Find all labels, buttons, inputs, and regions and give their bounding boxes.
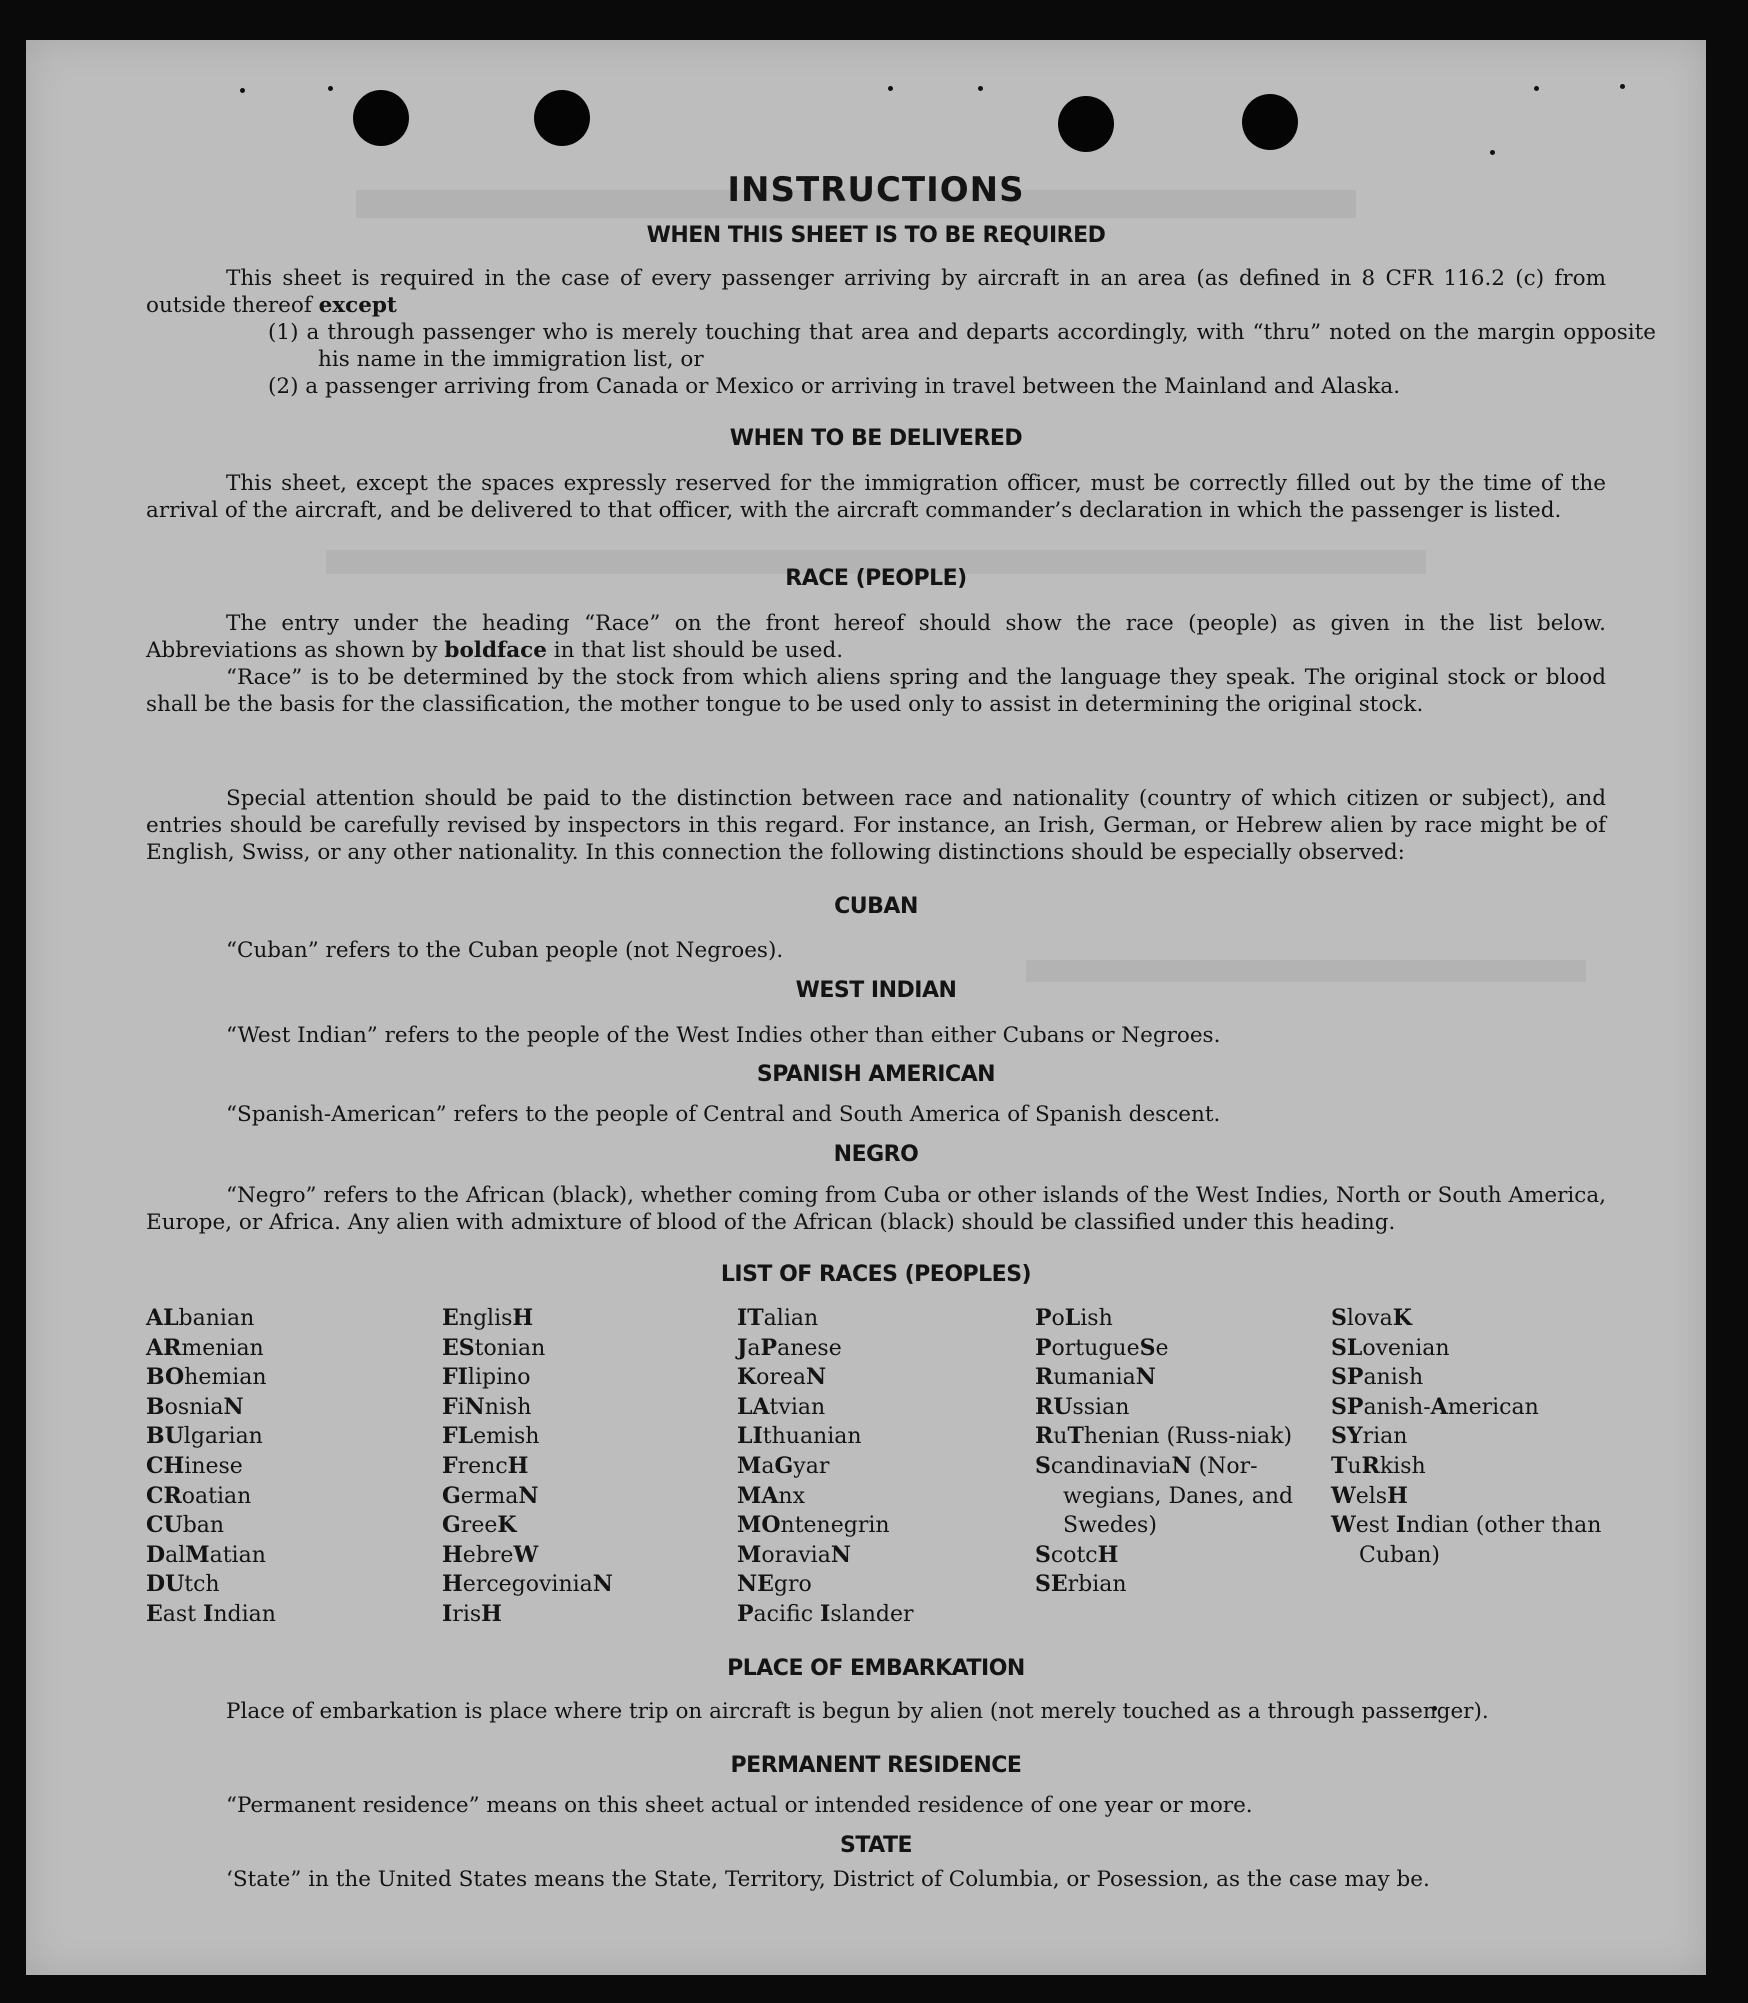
race-entry: MaGyar: [737, 1452, 830, 1479]
race-p1-text: The entry under the heading “Race” on the front hereof should show the race (people) as given in the list below. Abbreviations as shown by: [146, 611, 1606, 663]
paragraph-delivered: This sheet, except the spaces expressly reserved for the immigration officer, must be correctly filled out by the time of the arrival of the aircraft, and be delivered to that officer, with the aircraft commander’s declaration in which the passenger is listed.: [146, 471, 1606, 523]
race-entry: BosniaN: [146, 1393, 244, 1420]
heading-when-delivered: WHEN TO BE DELIVERED: [729, 426, 1023, 451]
races-list: [146, 1304, 1606, 1634]
race-entry: FrencH: [442, 1452, 529, 1479]
race-entry: FIlipino: [442, 1364, 531, 1391]
race-entry: ALbanian: [146, 1305, 255, 1331]
heading-state: STATE: [840, 1833, 912, 1858]
paragraph-race-2: “Race” is to be determined by the stock from which aliens spring and the language they speak. The original stock or blood shall be the basis for the classification, the mother tongue to be used only to assist in determining the original stock.: [146, 665, 1606, 717]
paragraph-race-3: Special attention should be paid to the distinction between race and nationality (country of which citizen or subject), and entries should be carefully revised by inspectors in this regard. For instance, an Irish, German, or Hebrew alien by race might be of English, Swiss, or any other nationality. In this connection the following distinctions should be especially observed:: [146, 786, 1606, 865]
required-intro-text: This sheet is required in the case of every passenger arriving by aircraft in an area (as defined in 8 CFR 116.2 (c) from outside thereof: [146, 266, 1606, 318]
race-entry: PoLish: [1035, 1305, 1113, 1331]
race-entry: EStonian: [442, 1334, 546, 1361]
paragraph-state: ‘State” in the United States means the State, Territory, District of Columbia, or Posession, as the case may be.: [226, 1867, 1430, 1892]
race-entry: ScotcH: [1035, 1541, 1119, 1568]
race-entry: WelsH: [1331, 1482, 1408, 1509]
race-entry: RuThenian (Russ-niak): [1035, 1423, 1293, 1450]
paragraph-embarkation: Place of embarkation is place where trip on aircraft is begun by alien (not merely touched as a through passenger).: [226, 1699, 1489, 1724]
heading-negro: NEGRO: [833, 1142, 919, 1167]
race-entry: East Indian: [146, 1600, 276, 1627]
race-entry: RumaniaN: [1035, 1364, 1156, 1391]
race-entry: DalMatian: [146, 1541, 266, 1568]
race-entry: SErbian: [1035, 1571, 1127, 1598]
required-item-2: (2) a passenger arriving from Canada or Mexico or arriving in travel between the Mainland and Alaska.: [268, 374, 1401, 399]
race-entry: LIthuanian: [737, 1423, 862, 1450]
document-sheet: [26, 40, 1706, 1975]
race-entry: MOntenegrin: [737, 1512, 890, 1539]
races-column-2: [442, 1304, 732, 1630]
punch-hole: [1242, 94, 1298, 150]
races-column-1: [146, 1304, 436, 1630]
race-entry: FiNnish: [442, 1393, 532, 1420]
race-entry: BOhemian: [146, 1364, 267, 1391]
race-entry: EnglisH: [442, 1305, 534, 1331]
race-entry: CRoatian: [146, 1482, 252, 1509]
heading-when-required: WHEN THIS SHEET IS TO BE REQUIRED: [646, 223, 1106, 248]
race-entry: FLemish: [442, 1423, 540, 1450]
race-entry: CUban: [146, 1512, 225, 1539]
races-column-4: [1035, 1304, 1325, 1600]
race-entry: MoraviaN: [737, 1541, 851, 1568]
speck: [1620, 84, 1625, 89]
heading-west-indian: WEST INDIAN: [795, 978, 957, 1003]
speck: [1490, 150, 1495, 155]
race-entry: ITalian: [737, 1305, 819, 1331]
heading-spanish-american: SPANISH AMERICAN: [756, 1062, 996, 1087]
race-entry: SLovenian: [1331, 1334, 1450, 1361]
paragraph-residence: “Permanent residence” means on this sheet actual or intended residence of one year or more.: [226, 1793, 1253, 1818]
heading-cuban: CUBAN: [834, 894, 918, 919]
race-p1-text-after: in that list should be used.: [546, 638, 844, 663]
paragraph-negro: “Negro” refers to the African (black), whether coming from Cuba or other islands of the West Indies, North or South America, Europe, or Africa. Any alien with admixture of blood of the African (black) should be classified under this heading.: [146, 1183, 1606, 1235]
paragraph-west-indian: “West Indian” refers to the people of the West Indies other than either Cubans or Negroes.: [226, 1023, 1221, 1048]
race-entry: DUtch: [146, 1571, 220, 1598]
race-entry: NEgro: [737, 1571, 812, 1598]
speck: [328, 86, 333, 91]
race-entry: CHinese: [146, 1452, 243, 1479]
punch-hole: [534, 90, 590, 146]
heading-place-of-embarkation: PLACE OF EMBARKATION: [727, 1656, 1025, 1681]
race-entry: SYrian: [1331, 1423, 1408, 1450]
punch-hole: [353, 90, 409, 146]
race-entry: RUssian: [1035, 1393, 1130, 1420]
paragraph-cuban: “Cuban” refers to the Cuban people (not Negroes).: [226, 938, 784, 963]
race-entry: MAnx: [737, 1482, 805, 1509]
race-entry: HercegoviniaN: [442, 1571, 613, 1598]
race-entry: HebreW: [442, 1541, 539, 1568]
race-entry: SPanish: [1331, 1364, 1424, 1391]
heading-race: RACE (PEOPLE): [785, 566, 967, 591]
race-entry: IrisH: [442, 1600, 502, 1627]
race-entry: KoreaN: [737, 1364, 827, 1391]
punch-hole: [1058, 96, 1114, 152]
race-entry: ARmenian: [146, 1334, 264, 1361]
race-entry: PortugueSe: [1035, 1334, 1169, 1361]
race-entry: SlovaK: [1331, 1305, 1412, 1331]
race-entry: GermaN: [442, 1482, 539, 1509]
speck: [240, 88, 245, 93]
race-entry: SPanish-American: [1331, 1393, 1539, 1420]
race-entry: GreeK: [442, 1512, 517, 1539]
speck: [1534, 86, 1539, 91]
race-entry: ScandinaviaN (Nor-wegians, Danes, and Swedes): [1035, 1452, 1294, 1539]
speck: [888, 86, 893, 91]
paragraph-spanish-american: “Spanish-American” refers to the people of Central and South America of Spanish descent.: [226, 1102, 1221, 1127]
races-column-3: [737, 1304, 1027, 1630]
race-entry: TuRkish: [1331, 1452, 1426, 1479]
race-entry: LAtvian: [737, 1393, 826, 1420]
race-entry: Pacific Islander: [737, 1600, 914, 1627]
paragraph-race-1: [146, 610, 1606, 664]
race-entry: BUlgarian: [146, 1423, 263, 1450]
paragraph-required-intro: [146, 265, 1606, 319]
required-item-1: (1) a through passenger who is merely touching that area and departs accordingly, with “thru” noted on the margin opposite his name in the immigration list, or: [268, 320, 1656, 372]
page-title: INSTRUCTIONS: [727, 170, 1025, 210]
race-p1-boldface: boldface: [444, 638, 547, 663]
speck: [978, 86, 983, 91]
races-column-5: [1331, 1304, 1621, 1570]
required-intro-except: except: [318, 293, 397, 318]
race-entry: JaPanese: [737, 1334, 842, 1361]
race-entry: West Indian (other than Cuban): [1331, 1512, 1602, 1568]
heading-list-of-races: LIST OF RACES (PEOPLES): [720, 1262, 1032, 1287]
heading-permanent-residence: PERMANENT RESIDENCE: [730, 1753, 1022, 1778]
